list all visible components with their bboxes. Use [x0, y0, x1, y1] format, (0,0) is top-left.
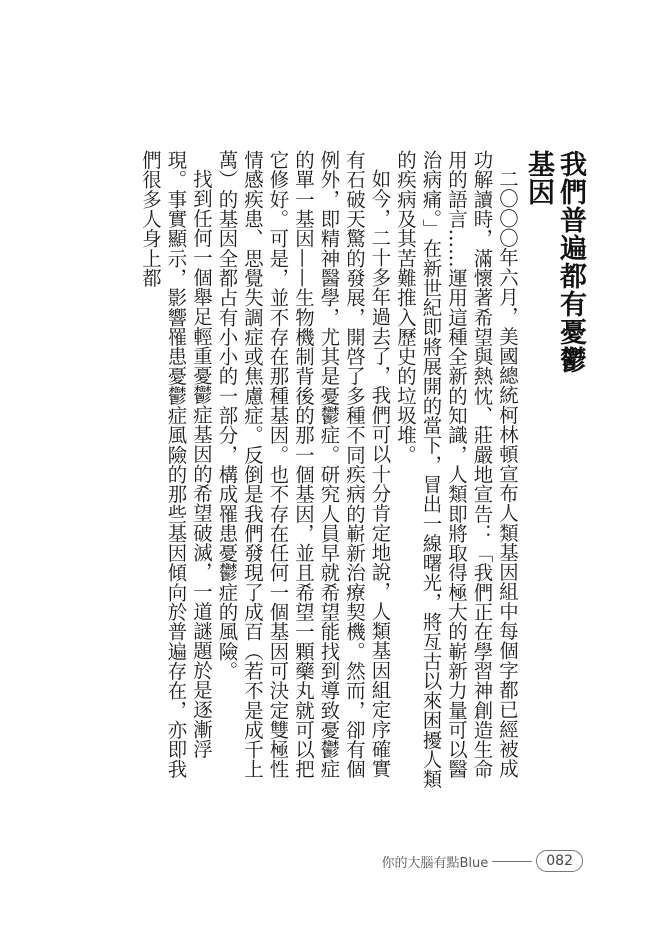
body-text [92, 150, 520, 790]
paragraph-2: 如今，二十多年過去了，我們可以十分肯定地說，人類基因組定序確實有石破天驚的發展，開啓了多種不同疾病的嶄新治療契機。然而，卻有個例外，即精神醫學，尤其是憂鬱症。研究人員早就希望能找到導致憂鬱症的單一基因——生物機制背後的那一個基因，並且希望一顆藥丸就可以把它修好。可是，並不存在那種基因。也不存在任何一個基因可決定雙極性情感疾患、思覺失調症或焦慮症。反倒是我們發現了成百（若不是成千上萬）的基因全都占有小小的一部分，構成罹患憂鬱症的風險。 [215, 150, 392, 779]
chapter-title-block [523, 150, 590, 380]
page-number: 082 [536, 850, 583, 872]
chapter-title: 我們普遍都有憂鬱基因 [523, 150, 586, 374]
page-footer [381, 848, 583, 874]
paragraph-3: 找到任何一個舉足輕重憂鬱症基因的希望破滅，一道謎題於是逐漸浮現。事實顯示，影響罹患憂鬱症風險的那些基因傾向於普遍存在，亦即我們很多人身上都 [139, 150, 213, 779]
footer-divider [492, 861, 532, 862]
running-book-title: 你的大腦有點Blue [381, 855, 489, 871]
paragraph-1: 二〇〇〇年六月，美國總統柯林頓宣布人類基因組中每個字都已經被成功解讀時，滿懷著希望與熱忱、莊嚴地宣告：「我們正在學習神創造生命用的語言……運用這種全新的知識，人類即將取得極大的嶄新力量可以醫治病痛。」在新世紀即將展開的當下，冒出一線曙光，將亙古以來困擾人類的疾病及其苦難推入歷史的垃圾堆。 [394, 150, 519, 789]
